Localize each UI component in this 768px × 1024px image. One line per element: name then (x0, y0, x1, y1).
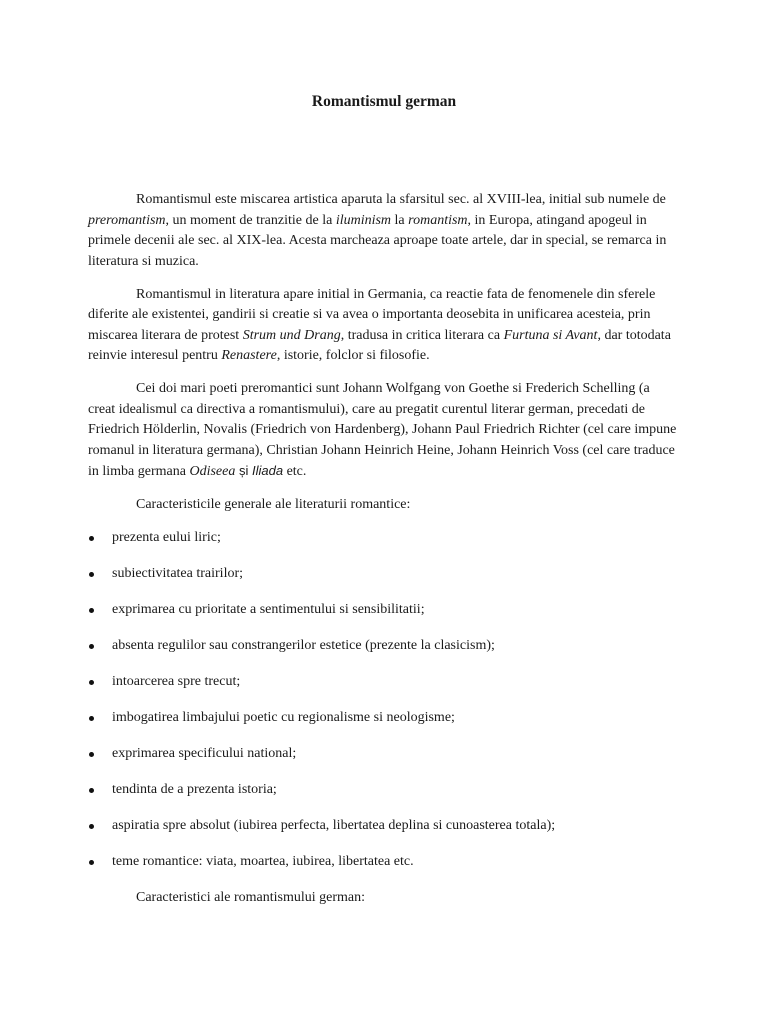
list-item-text: exprimarea cu prioritate a sentimentului si sensibilitatii; (112, 602, 425, 617)
italic-term: Renastere (221, 348, 277, 363)
text-run: și (235, 463, 252, 478)
list-item (88, 852, 680, 888)
paragraph-4 (88, 495, 680, 516)
italic-term: iluminism (335, 212, 392, 228)
list-item (88, 780, 680, 816)
text-run: , dar totodata reinvie interesul pentru (88, 327, 671, 363)
text-run: , in Europa, atingand apogeul in primele decenii ale sec. al XIX-lea. Acesta marcheaza aproape toate artele, dar in special, se remarca in literatura si muzica. (88, 212, 667, 269)
text-run: , tradusa in critica literara ca (340, 327, 504, 343)
text-run: la (391, 212, 409, 228)
italic-term: Odiseea (189, 464, 236, 479)
text-run: etc. (283, 464, 307, 479)
list-item (88, 564, 680, 600)
list-item (88, 708, 680, 744)
bullet-icon (89, 788, 94, 793)
page-title: Romantismul german (311, 93, 457, 110)
list-item (88, 528, 680, 564)
italic-term: Iliada (251, 463, 284, 478)
paragraph-3 (88, 379, 680, 483)
bullet-icon (89, 860, 94, 865)
list-item-text: teme romantice: viata, moartea, iubirea, libertatea etc. (112, 854, 414, 869)
paragraphs (88, 190, 680, 516)
list-item (88, 672, 680, 708)
italic-term: preromantism (88, 212, 166, 228)
list-item-text: imbogatirea limbajului poetic cu regionalisme si neologisme; (112, 710, 455, 725)
list-item-text: prezenta eului liric; (112, 530, 221, 545)
text-run: Caracteristicile generale ale literaturii romantice: (136, 497, 411, 512)
document-body (88, 190, 680, 921)
closing-paragraph: Caracteristici ale romantismului german: (136, 890, 365, 905)
italic-term: romantism (408, 212, 468, 228)
italic-term: Furtuna si Avant (503, 327, 598, 343)
bullet-icon (89, 680, 94, 685)
text-run: Cei doi mari poeti preromantici sunt Johann Wolfgang von Goethe si Frederich Schelling (a creat idealismul ca directiva a romantismului), care au pregatit curentul literar german, precedati de Friedrich Hölderlin, Novalis (Friedrich von Hardenberg), Johann Paul Friedrich Richter (cel care impune romanul in literatura germana), Christian Johann Heinrich Heine, Johann Heinrich Voss (cel care traduce in limba germana (88, 381, 677, 479)
text-run: Romantismul in literatura apare initial in Germania, ca reactie fata de fenomenele din sferele diferite ale existentei, gandirii si creatie si va avea o importanta deosebita in unificarea acesteia, prin miscarea literara de protest (88, 286, 656, 343)
characteristics-list (88, 528, 680, 888)
list-item-text: subiectivitatea trairilor; (112, 566, 244, 581)
bullet-icon (89, 536, 94, 541)
list-item (88, 744, 680, 780)
bullet-icon (89, 644, 94, 649)
paragraph-2 (88, 285, 680, 367)
text-run: , istorie, folclor si filosofie. (276, 348, 430, 363)
list-item (88, 636, 680, 672)
list-item-text: aspiratia spre absolut (iubirea perfecta, libertatea deplina si cunoasterea totala); (112, 818, 556, 833)
list-item (88, 600, 680, 636)
list-item-text: exprimarea specificului national; (112, 746, 297, 761)
list-item-text: intoarcerea spre trecut; (112, 674, 241, 689)
list-item-text: tendinta de a prezenta istoria; (112, 782, 277, 797)
bullet-icon (89, 716, 94, 721)
text-run: , un moment de tranzitie de la (165, 212, 336, 228)
text-run: Romantismul este miscarea artistica aparuta la sfarsitul sec. al XVIII-lea, initial sub numele de (136, 192, 666, 207)
paragraph-1 (88, 190, 680, 272)
list-item-text: absenta regulilor sau constrangerilor estetice (prezente la clasicism); (112, 638, 495, 653)
bullet-icon (89, 752, 94, 757)
list-item (88, 816, 680, 852)
italic-term: Strum und Drang (242, 327, 341, 343)
bullet-icon (89, 824, 94, 829)
bullet-icon (89, 608, 94, 613)
bullet-icon (89, 572, 94, 577)
